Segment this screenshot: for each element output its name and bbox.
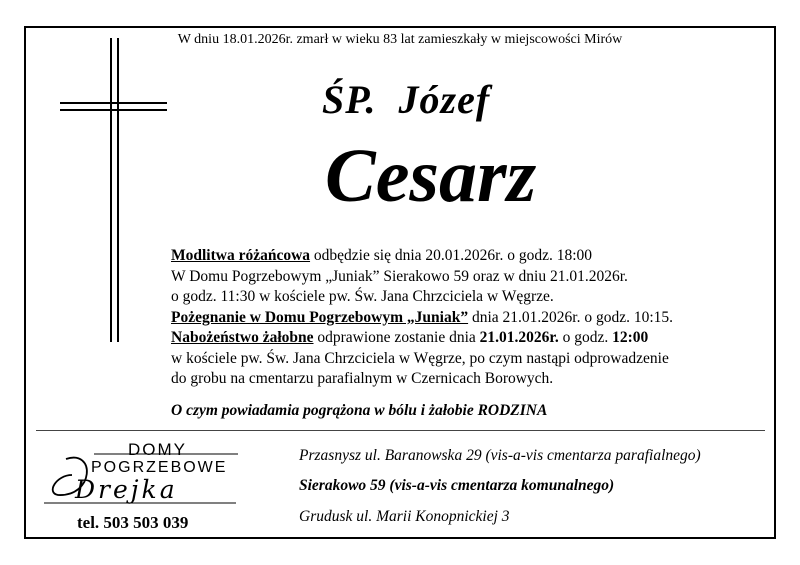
logo-line-2: POGRZEBOWE: [91, 459, 228, 476]
detail-line: [171, 246, 673, 267]
intro-text: W dniu 18.01.2026r. zmarł w wieku 83 lat zamieszkały w miejscowości Mirów: [177, 32, 623, 47]
detail-line: W Domu Pogrzebowym „Juniak” Sierakowo 59 oraz w dniu 21.01.2026r.: [171, 267, 628, 285]
closing-text: O czym powiadamia pogrążona w bólu i żałobie RODZINA: [171, 402, 548, 419]
divider: [36, 430, 765, 431]
address-line: Przasnysz ul. Baranowska 29 (vis-a-vis cmentarza parafialnego): [299, 447, 701, 464]
service-date: 21.01.2026r.: [479, 329, 559, 346]
detail-line: [171, 328, 673, 349]
detail-line: [171, 308, 673, 329]
logo-line-1: DOMY: [128, 440, 187, 459]
service-text: odprawione zostanie dnia: [313, 329, 480, 346]
deceased-prefix: ŚP. Józef: [322, 77, 491, 122]
ceremony-details: [171, 246, 673, 390]
service-text: o godz.: [558, 329, 613, 346]
deceased-surname: Cesarz: [325, 134, 537, 218]
logo-name: Drejka: [75, 475, 178, 504]
rosary-text: odbędzie się dnia 20.01.2026r. o godz. 18:00: [310, 247, 593, 264]
service-label: Nabożeństwo żałobne: [171, 329, 314, 346]
address-line: Grudusk ul. Marii Konopnickiej 3: [299, 508, 510, 525]
phone-number: tel. 503 503 039: [77, 513, 189, 532]
detail-line: o godz. 11:30 w kościele pw. Św. Jana Chrzciciela w Węgrze.: [171, 288, 554, 305]
detail-line: do grobu na cmentarzu parafialnym w Czernicach Borowych.: [171, 370, 554, 387]
service-time: 12:00: [612, 329, 649, 346]
rosary-label: Modlitwa różańcowa: [171, 247, 311, 264]
detail-line: w kościele pw. Św. Jana Chrzciciela w Węgrze, po czym nastąpi odprowadzenie: [171, 349, 669, 367]
farewell-label: Pożegnanie w Domu Pogrzebowym „Juniak”: [171, 308, 469, 326]
farewell-text: dnia 21.01.2026r. o godz. 10:15.: [468, 308, 674, 326]
address-line: Sierakowo 59 (vis-a-vis cmentarza komunalnego): [299, 477, 615, 494]
